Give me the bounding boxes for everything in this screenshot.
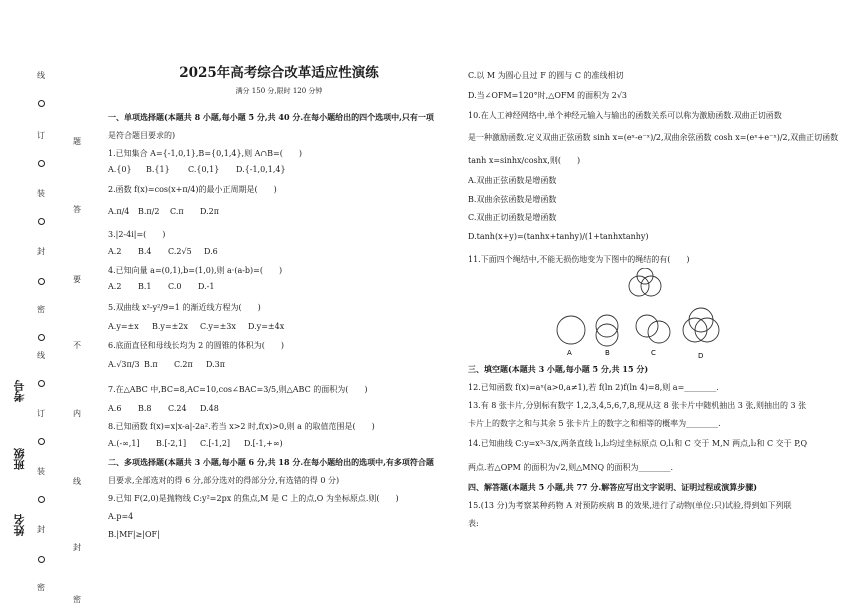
margin-char: 要	[73, 275, 81, 284]
margin-char: 密	[37, 583, 45, 592]
margin-char: 封	[37, 247, 45, 256]
option: A.y=±x	[108, 322, 139, 331]
option: C.0	[168, 282, 182, 291]
margin-char: 线	[37, 351, 45, 360]
exam-id-label: 考号	[13, 380, 26, 402]
option: B.π/2	[138, 207, 160, 216]
margin-char: 封	[73, 543, 81, 552]
question-13-line-2: 卡片上的数字之和与其余 5 张卡片上的数字之和相等的概率为________.	[468, 419, 721, 428]
option: A.2	[108, 282, 122, 291]
question-14-line-2: 两点.若△OPM 的面积为√2,则△MNQ 的面积为________.	[468, 463, 674, 472]
option: C.{0,1}	[188, 165, 220, 174]
margin-char: 装	[37, 467, 45, 476]
option: C.[-1,2]	[200, 439, 231, 448]
page-title: 2025年高考综合改革适应性演练	[179, 65, 379, 81]
option: A.√3π/3	[108, 360, 140, 369]
question-4: 4.已知向量 a=(0,1),b=(1,0),则 a·(a-b)=( )	[108, 266, 283, 275]
question-9-option-d: D.当∠OFM=120°时,△OFM 的面积为 2√3	[468, 91, 628, 100]
knot-label-c: C	[651, 349, 656, 357]
question-7-options	[108, 404, 219, 413]
margin-char: 线	[73, 477, 81, 486]
question-5: 5.双曲线 x²-y²/9=1 的渐近线方程为( )	[108, 303, 261, 312]
knot-diagram	[555, 268, 730, 360]
question-8: 8.已知函数 f(x)=x|x-a|-2a².若当 x>2 时,f(x)>0,则 a 的取值范围是( )	[108, 422, 375, 431]
knot-a-loop	[557, 316, 585, 344]
section-heading-cont: 是符合题目要求的)	[108, 131, 176, 140]
question-2: 2.函数 f(x)=cos(x+π/4)的最小正周期是( )	[108, 185, 277, 194]
section-heading: 四、解答题(本题共 5 小题,共 77 分.解答应写出文字说明、证明过程或演算步骤)	[468, 482, 757, 492]
question-3-options	[108, 247, 218, 256]
option: C.y=±3x	[200, 322, 236, 331]
binding-hole	[38, 100, 45, 107]
section-heading: 三、填空题(本题共 3 小题,每小题 5 分,共 15 分)	[468, 364, 649, 374]
option: D.2π	[200, 207, 220, 216]
knot-c-loop	[648, 321, 670, 343]
question-9-option-b: B.|MF|≥|OF|	[108, 530, 160, 539]
section-heading-cont: 目要求,全部选对的得 6 分,部分选对的得部分分,有选错的得 0 分)	[108, 476, 340, 485]
question-10-line-3: tanh x=sinhx/coshx,则( )	[468, 156, 581, 165]
reference-knot-loop	[641, 276, 661, 296]
section-heading: 一、单项选择题(本题共 8 小题,每小题 5 分,共 40 分.在每小题给出的四个选项中,只有一项	[108, 112, 434, 122]
option: D.y=±4x	[248, 322, 285, 331]
question-7: 7.在△ABC 中,BC=8,AC=10,cos∠BAC=3/5,则△ABC 的面积为( )	[108, 385, 368, 394]
question-11: 11.下面四个绳结中,不能无损伤地变为下图中的绳结的有( )	[468, 255, 690, 264]
option: B.1	[138, 282, 152, 291]
margin-char: 订	[37, 131, 45, 140]
question-5-options	[108, 322, 284, 331]
knot-b-loop	[596, 324, 618, 346]
question-12: 12.已知函数 f(x)=aˣ(a>0,a≠1),若 f(ln 2)f(ln 4)=8,则 a=________.	[468, 383, 719, 392]
option: A.6	[108, 404, 122, 413]
question-15-line-2: 表:	[468, 519, 479, 528]
option: B.{1}	[146, 165, 170, 174]
question-9-option-c: C.以 M 为圆心且过 F 的圆与 C 的准线相切	[468, 71, 624, 80]
option: A.(-∞,1]	[108, 439, 140, 448]
option: C.2√5	[168, 247, 192, 256]
knot-label-a: A	[567, 349, 572, 357]
question-10-line-1: 10.在人工神经网络中,单个神经元输入与输出的函数关系可以称为激励函数.双曲正切函数	[468, 111, 782, 120]
option: B.[-2,1]	[156, 439, 187, 448]
margin-char: 封	[37, 525, 45, 534]
knot-c-loop	[636, 315, 658, 337]
binding-hole	[38, 278, 45, 285]
margin-char: 内	[73, 409, 81, 418]
knot-label-b: B	[605, 349, 610, 357]
margin-char: 装	[37, 189, 45, 198]
option: D.[-1,+∞)	[244, 439, 283, 448]
option: D.{-1,0,1,4}	[236, 165, 286, 174]
section-heading: 二、多项选择题(本题共 3 小题,每小题 6 分,共 18 分.在每小题给出的选项中,有多项符合题	[108, 457, 434, 467]
knot-b-loop	[596, 315, 618, 337]
question-6: 6.底面直径和母线长均为 2 的圆锥的体积为( )	[108, 341, 285, 350]
reference-knot-loop	[629, 276, 649, 296]
knot-label-d: D	[698, 352, 704, 360]
question-10-option-b: B.双曲余弦函数是增函数	[468, 195, 557, 204]
question-10-line-2: 是一种激励函数.定义双曲正弦函数 sinh x=(eˣ-e⁻ˣ)/2,双曲余弦函数 cosh x=(eˣ+e⁻ˣ)/2,双曲正切函数	[468, 133, 839, 142]
option: D.6	[204, 247, 218, 256]
question-10-option-d: D.tanh(x+y)=(tanhx+tanhy)/(1+tanhxtanhy)	[468, 232, 649, 241]
option: B.4	[138, 247, 152, 256]
margin-char: 不	[73, 341, 81, 350]
question-15-line-1: 15.(13 分)为考察某种药物 A 对预防疾病 B 的效果,进行了动物(单位:只)试验,得到如下列联	[468, 501, 792, 510]
binding-hole	[38, 218, 45, 225]
option: D.48	[200, 404, 219, 413]
option: B.y=±2x	[152, 322, 188, 331]
binding-margin	[0, 0, 88, 608]
page-subtitle: 满分 150 分,限时 120 分钟	[235, 87, 323, 95]
option: A.{0}	[108, 165, 132, 174]
option: B.8	[138, 404, 152, 413]
margin-char: 密	[73, 595, 81, 604]
binding-hole	[38, 496, 45, 503]
question-9-option-a: A.p=4	[108, 512, 134, 521]
binding-hole	[38, 556, 45, 563]
question-1: 1.已知集合 A={-1,0,1},B={0,1,4},则 A∩B=( )	[108, 149, 302, 158]
margin-char: 线	[37, 71, 45, 80]
name-label: 姓名	[13, 514, 26, 536]
option: A.2	[108, 247, 122, 256]
question-9: 9.已知 F(2,0)是抛物线 C:y²=2px 的焦点,M 是 C 上的点,O 为坐标原点.则( )	[108, 494, 399, 503]
class-label: 班级	[13, 448, 26, 470]
binding-hole	[38, 334, 45, 341]
question-13-line-1: 13.有 8 张卡片,分别标有数字 1,2,3,4,5,6,7,8,现从这 8 张卡片中随机抽出 3 张,则抽出的 3 张	[468, 401, 807, 410]
question-4-options	[108, 282, 214, 291]
option: C.π	[170, 207, 184, 216]
binding-hole	[38, 438, 45, 445]
binding-hole	[38, 160, 45, 167]
option: D.-1	[198, 282, 215, 291]
binding-hole	[38, 380, 45, 387]
question-10-option-c: C.双曲正切函数是增函数	[468, 213, 557, 222]
option: B.π	[144, 360, 158, 369]
option: C.2π	[174, 360, 193, 369]
option: C.24	[168, 404, 187, 413]
question-6-options	[108, 360, 225, 369]
question-3: 3.|2-4i|=( )	[108, 230, 166, 239]
option: D.3π	[206, 360, 226, 369]
margin-char: 密	[37, 305, 45, 314]
question-1-options	[108, 165, 286, 174]
question-14-line-1: 14.已知曲线 C:y=x³-3/x,两条直线 l₁,l₂均过坐标原点 O,l₁和 C 交于 M,N 两点,l₂和 C 交于 P,Q	[468, 439, 808, 448]
question-10-option-a: A.双曲正弦函数是增函数	[468, 176, 557, 185]
option: A.π/4	[108, 207, 130, 216]
margin-char: 题	[73, 137, 81, 146]
knot-figure	[555, 268, 730, 360]
question-2-options	[108, 207, 219, 216]
question-8-options	[108, 439, 283, 448]
margin-char: 订	[37, 409, 45, 418]
margin-char: 答	[73, 205, 81, 214]
